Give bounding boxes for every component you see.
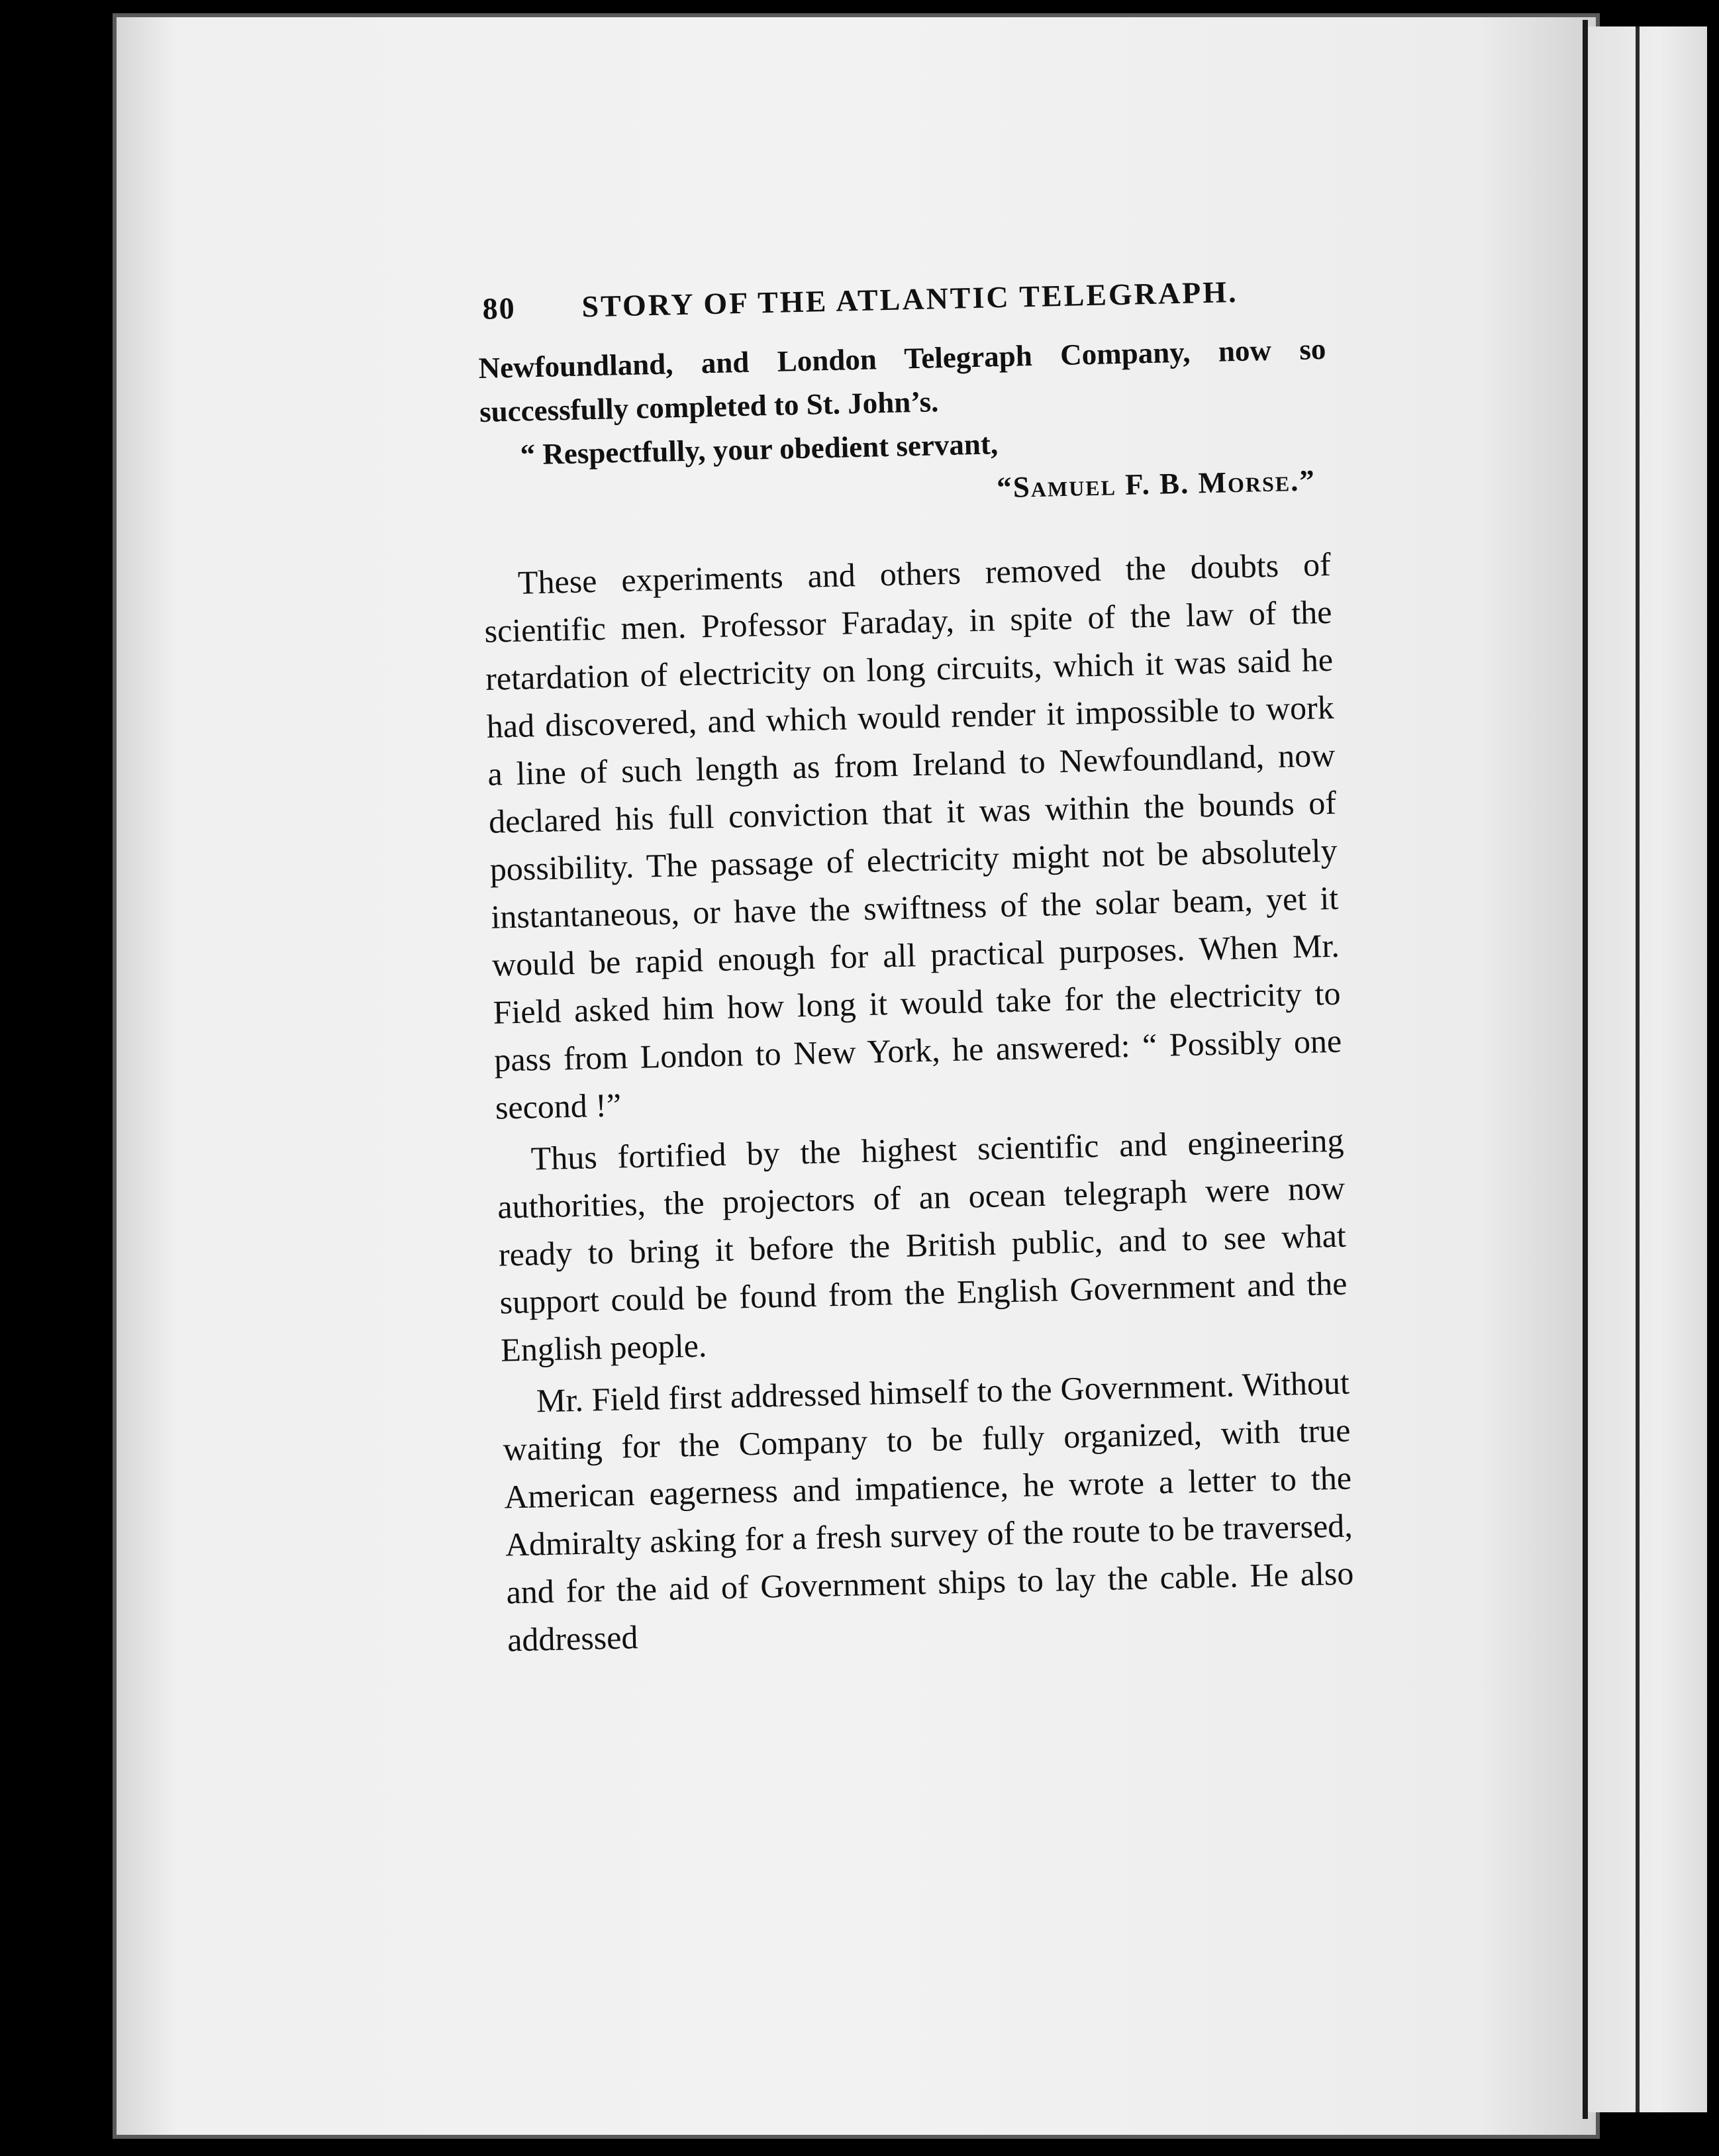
- page-number: 80: [482, 291, 516, 326]
- paragraph-1: These experiments and others removed the doubts of scientific men. Professor Faraday, in spite of the law of the retardation of electricity on long circuits, which it was said he had discovered, and which would render it impossible to work a line of such length as from Ireland to Newfoundland, now declared his full conviction that it was within the bounds of possibility. The passage of electricity might not be absolutely instantaneous, or have the swiftness of the solar beam, yet it would be rapid enough for all practical purposes. When Mr. Field asked him how long it would take for the electricity to pass from London to New York, he answered: “ Possibly one second !”: [484, 545, 1342, 1126]
- paragraph-2: Thus fortified by the highest scientific and engineering authorities, the projectors of an ocean telegraph were now ready to bring it before the British public, and to see what support could be found from the English Government and the English people.: [497, 1121, 1348, 1369]
- page-text: [477, 272, 1355, 1668]
- facing-page-strip: [1588, 26, 1707, 2112]
- letter-closing: “ Respectfully, your obedient servant,: [520, 427, 999, 471]
- letter-continuation: Newfoundland, and London Telegraph Company, now so successfully completed to St. John’s.: [478, 332, 1326, 428]
- facing-page-edge: [1636, 26, 1640, 2112]
- running-head-title: STORY OF THE ATLANTIC TELEGRAPH.: [581, 274, 1239, 324]
- body-text: [483, 540, 1355, 1664]
- letter-excerpt: [478, 327, 1330, 521]
- letter-signature: “Samuel F. B. Morse.”: [996, 464, 1316, 505]
- page-edge-shadow: [1583, 20, 1588, 2119]
- paragraph-3: Mr. Field first addressed himself to the Government. Without waiting for the Company to be fully organized, with true American eagerness and impatience, he wrote a letter to the Admiralty asking for a fresh survey of the route to be traversed, and for the aid of Government ships to lay the cable. He also addressed: [503, 1363, 1354, 1659]
